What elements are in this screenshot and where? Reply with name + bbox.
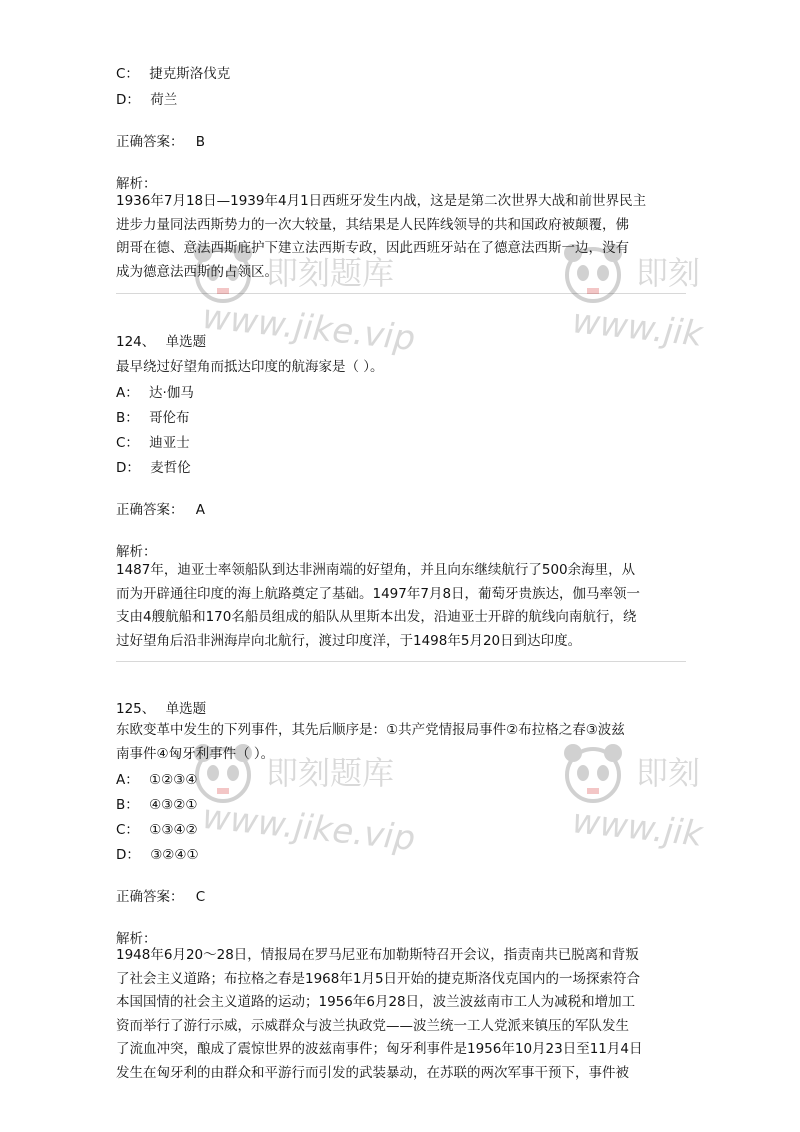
q123-option-c	[116, 62, 230, 82]
q125-option-a	[116, 768, 197, 788]
answer-value: C	[195, 889, 206, 905]
q124-answer	[116, 498, 205, 518]
q125-option-d	[116, 843, 199, 863]
q124-header	[116, 330, 206, 350]
q125-option-b	[116, 793, 197, 813]
option-text: 捷克斯洛伐克	[149, 66, 231, 82]
option-text: 麦哲伦	[150, 460, 191, 476]
question-type: 单选题	[165, 701, 207, 717]
answer-label: 正确答案：	[116, 889, 184, 905]
analysis-line: 了流血冲突，酿成了震惊世界的波兹南事件；匈牙利事件是1956年10月23日至11月4日	[116, 1041, 643, 1057]
q123-analysis	[116, 190, 691, 284]
option-key: A：	[116, 385, 139, 401]
analysis-line: 1487年，迪亚士率领船队到达非洲南端的好望角，并且向东继续航行了500余海里，从	[116, 562, 636, 578]
q125-answer	[116, 885, 205, 905]
q123-answer	[116, 130, 205, 150]
stem-line: 南事件④匈牙利事件（ ）。	[116, 745, 275, 762]
answer-label: 正确答案：	[116, 502, 184, 518]
option-text: ①②③④	[149, 772, 198, 788]
q125-stem	[116, 719, 691, 766]
option-key: D：	[116, 92, 140, 108]
q124-analysis	[116, 559, 691, 653]
option-text: 哥伦布	[149, 410, 190, 426]
analysis-line: 1936年7月18日—1939年4月1日西班牙发生内战，这是是第二次世界大战和前世界民主	[116, 193, 647, 209]
q123-option-d	[116, 88, 177, 108]
option-key: C：	[116, 435, 139, 451]
analysis-line: 成为德意法西斯的占领区。	[116, 263, 278, 280]
q124-stem: 最早绕过好望角而抵达印度的航海家是（ ）。	[116, 359, 384, 375]
watermark-url: www.jike.vip	[200, 296, 418, 360]
q124-option-d	[116, 456, 191, 476]
analysis-line: 了社会主义道路；布拉格之春是1968年1月5日开始的捷克斯洛伐克国内的一场探索符合	[116, 970, 641, 987]
option-text: ④③②①	[149, 797, 198, 813]
option-key: D：	[116, 847, 140, 863]
analysis-line: 进步力量同法西斯势力的一次大较量，其结果是人民阵线领导的共和国政府被颠覆，佛	[116, 216, 629, 233]
watermark-brand: 即刻题库	[266, 754, 395, 792]
q124-option-a	[116, 381, 194, 401]
watermark-url: www.jike.vip	[200, 796, 418, 860]
question-divider	[116, 661, 686, 662]
answer-value: B	[195, 134, 206, 150]
q125-option-c	[116, 818, 198, 838]
option-key: C：	[116, 822, 139, 838]
analysis-line: 1948年6月20～28日，情报局在罗马尼亚布加勒斯特召开会议，指责南共已脱离和背叛	[116, 947, 639, 963]
analysis-line: 资而举行了游行示威，示威群众与波兰执政党——波兰统一工人党派来镇压的军队发生	[116, 1017, 629, 1034]
option-text: ③②④①	[150, 847, 199, 863]
option-text: 迪亚士	[149, 435, 190, 451]
watermark-brand: 即刻	[636, 254, 701, 292]
analysis-line: 发生在匈牙利的由群众和平游行而引发的武装暴动，在苏联的两次军事干预下，事件被	[116, 1064, 629, 1081]
analysis-line: 本国国情的社会主义道路的运动；1956年6月28日，波兰波兹南市工人为减税和增加工	[116, 994, 636, 1010]
option-text: ①③④②	[149, 822, 198, 838]
question-divider	[116, 293, 686, 294]
q124-option-c	[116, 431, 190, 451]
stem-line: 东欧变革中发生的下列事件，其先后顺序是：①共产党情报局事件②布拉格之春③波兹	[116, 722, 625, 738]
analysis-line: 朗哥在德、意法西斯庇护下建立法西斯专政，因此西班牙站在了德意法西斯一边，没有	[116, 240, 629, 256]
q125-header	[116, 697, 206, 717]
q123-analysis-label: 解析：	[116, 176, 157, 192]
answer-value: A	[195, 502, 206, 518]
option-key: C：	[116, 66, 139, 82]
q124-analysis-label: 解析：	[116, 544, 157, 560]
option-text: 达·伽马	[149, 385, 194, 401]
watermark-brand: 即刻题库	[266, 254, 395, 292]
q125-analysis	[116, 944, 691, 1085]
answer-label: 正确答案：	[116, 134, 184, 150]
option-key: D：	[116, 460, 140, 476]
watermark-url: www.jik	[570, 801, 705, 855]
analysis-line: 支由4艘航船和170名船员组成的船队从里斯本出发，沿迪亚士开辟的航线向南航行，绕	[116, 609, 637, 625]
q124-option-b	[116, 406, 190, 426]
analysis-line: 而为开辟通往印度的海上航路奠定了基础。1497年7月8日，葡萄牙贵族达，伽马率领一	[116, 585, 641, 602]
analysis-line: 过好望角后沿非洲海岸向北航行，渡过印度洋，于1498年5月20日到达印度。	[116, 632, 582, 649]
watermark-url: www.jik	[570, 301, 705, 355]
option-key: A：	[116, 772, 139, 788]
watermark-brand: 即刻	[636, 754, 701, 792]
option-key: B：	[116, 410, 139, 426]
question-type: 单选题	[165, 334, 207, 350]
question-number: 125、	[116, 701, 156, 717]
q125-analysis-label: 解析：	[116, 931, 157, 947]
question-number: 124、	[116, 334, 156, 350]
option-text: 荷兰	[150, 92, 178, 108]
option-key: B：	[116, 797, 139, 813]
